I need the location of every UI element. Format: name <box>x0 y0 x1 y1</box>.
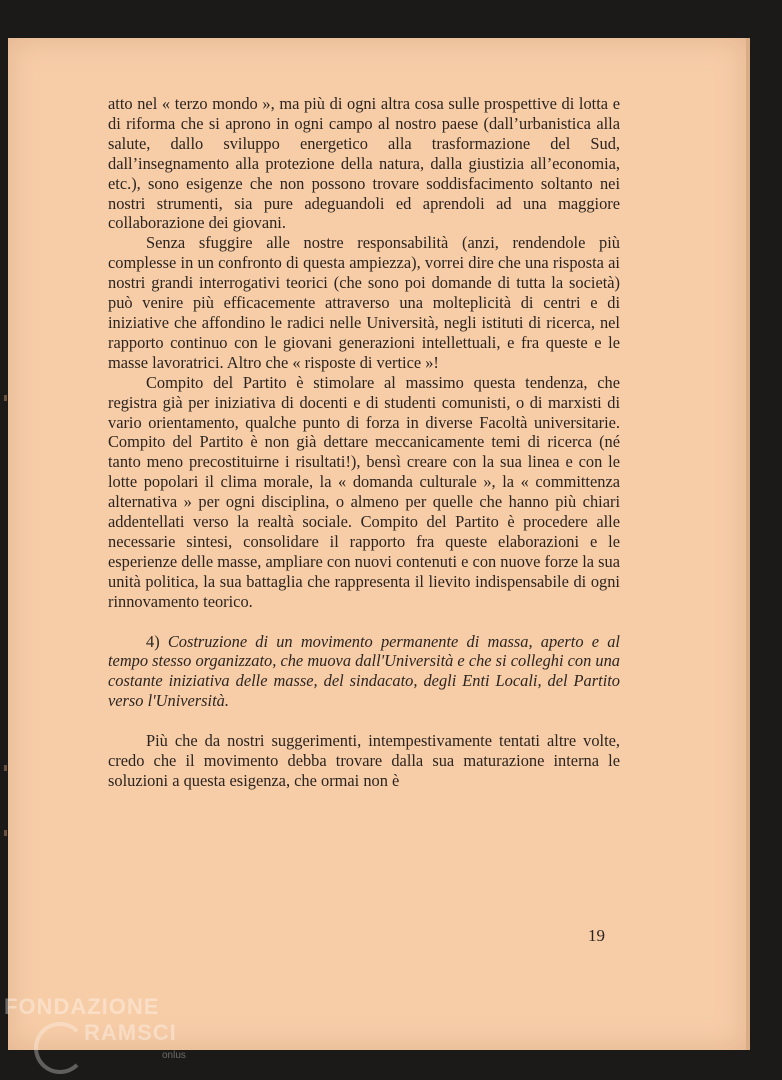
watermark-line2: RAMSCI <box>84 1020 177 1045</box>
section-number: 4) <box>146 631 160 651</box>
page-number: 19 <box>588 926 605 945</box>
margin-mark <box>4 830 7 836</box>
section-title: Costruzione di un movimento permanente di massa, aperto e al tempo stesso organizzato, che muova dall'Università e che si colleghi con una costante iniziativa delle masse, del sindacato, degli Enti Locali, del Partito verso l'Università. <box>108 631 620 711</box>
watermark-line1: FONDAZIONE <box>4 994 160 1019</box>
margin-mark <box>4 395 7 401</box>
watermark-logo <box>4 994 204 1074</box>
paragraph-1: atto nel « terzo mondo », ma più di ogni altra cosa sulle prospettive di lotta e di riforma che si aprono in ogni campo al nostro paese (dall’urbanistica alla salute, dallo sviluppo energetico alla trasformazione del Sud, dall’insegnamento alla protezione della natura, dalla giustizia all’economia, etc.), sono esigenze che non possono trovare soddisfacimento soltanto nei nostri strumenti, sia pure adeguandoli ed aprendoli ad una maggiore collaborazione dei giovani. <box>108 94 620 233</box>
paragraph-2: Senza sfuggire alle nostre responsabilità (anzi, rendendole più complesse in un confronto di questa ampiezza), vorrei dire che una risposta ai nostri grandi interrogativi teorici (che sono poi domande di tutta la società) può venire più efficacemente attraverso una molteplicità di centri e di iniziative che affondino le radici nelle Università, negli istituti di ricerca, nel rapporto continuo con le giovani generazioni intellettuali, e fra queste e le masse lavoratrici. Altro che « risposte di vertice »! <box>108 233 620 372</box>
watermark-suffix: onlus <box>162 1050 186 1061</box>
g-logo-icon <box>34 1022 86 1074</box>
page-edge <box>746 38 750 1050</box>
paragraph-3: Compito del Partito è stimolare al massimo questa tendenza, che registra già per iniziativa di docenti e di studenti comunisti, o di marxisti di vario orientamento, qualche punto di forza in diverse Facoltà universitarie. Compito del Partito è non già dettare meccanicamente temi di ricerca (né tanto meno precostituirne i risultati!), bensì creare con la sua linea e con le lotte popolari il clima morale, la « domanda culturale », la « committenza alternativa » per ogni disciplina, o almeno per quelle che hanno più chiari addentellati verso la realtà sociale. Compito del Partito è procedere alle necessarie sintesi, consolidare il rapporto fra queste elaborazioni e le esperienze delle masse, ampliare con nuovi contenuti e con nuove forze la sua unità politica, la sua battaglia che rappresenta il lievito indispensabile di ogni rinnovamento teorico. <box>108 372 620 611</box>
body-text <box>108 94 620 791</box>
margin-mark <box>4 765 7 771</box>
section-heading <box>108 632 620 712</box>
paragraph-4: Più che da nostri suggerimenti, intempestivamente tentati altre volte, credo che il movimento debba trovare dalla sua maturazione interna le soluzioni a questa esigenza, che ormai non è <box>108 731 620 790</box>
